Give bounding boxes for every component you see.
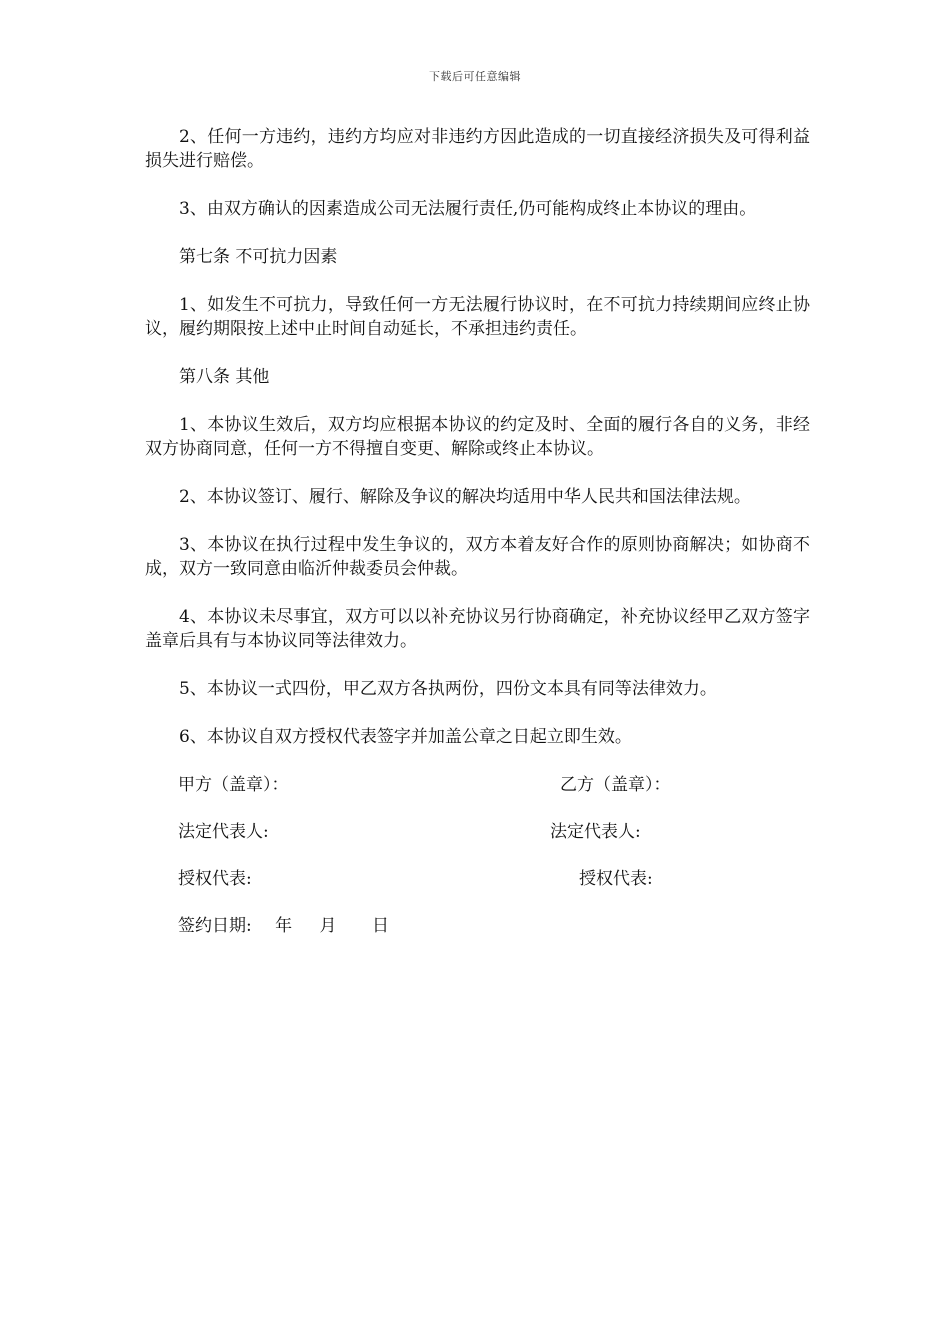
year-label: 年 bbox=[275, 916, 293, 936]
clause-paragraph: 5、本协议一式四份，甲乙双方各执两份，四份文本具有同等法律效力。 bbox=[179, 679, 717, 699]
clause-paragraph: 2、任何一方违约，违约方均应对非违约方因此造成的一切直接经济损失及可得利益损失进行赔偿。 bbox=[145, 127, 810, 171]
article-7-heading: 第七条 不可抗力因素 bbox=[179, 247, 338, 267]
party-a-legal-rep-label: 法定代表人: bbox=[178, 822, 269, 842]
article-8-heading: 第八条 其他 bbox=[179, 367, 270, 387]
signature-row-seal bbox=[145, 773, 810, 797]
signature-row-auth-rep bbox=[145, 867, 810, 891]
party-b-auth-rep-label: 授权代表: bbox=[579, 869, 653, 889]
party-a-auth-rep-label: 授权代表: bbox=[178, 869, 252, 889]
signature-row-date bbox=[145, 914, 810, 938]
signing-date bbox=[178, 914, 389, 938]
signing-date-label: 签约日期: bbox=[178, 916, 252, 936]
day-label: 日 bbox=[371, 916, 389, 936]
page-header: 下载后可任意编辑 bbox=[429, 70, 521, 83]
clause-paragraph: 6、本协议自双方授权代表签字并加盖公章之日起立即生效。 bbox=[179, 727, 632, 747]
clause-paragraph: 4、本协议未尽事宜，双方可以以补充协议另行协商确定，补充协议经甲乙双方签字盖章后具有与本协议同等法律效力。 bbox=[145, 607, 810, 651]
party-a-seal-label: 甲方（盖章）： bbox=[178, 775, 289, 795]
signature-row-legal-rep bbox=[145, 820, 810, 844]
clause-paragraph: 3、由双方确认的因素造成公司无法履行责任,仍可能构成终止本协议的理由。 bbox=[179, 199, 757, 219]
clause-paragraph: 1、本协议生效后，双方均应根据本协议的约定及时、全面的履行各自的义务，非经双方协商同意，任何一方不得擅自变更、解除或终止本协议。 bbox=[145, 415, 810, 459]
document-body bbox=[145, 125, 810, 961]
party-b-seal-label: 乙方（盖章）： bbox=[560, 775, 671, 795]
clause-paragraph: 2、本协议签订、履行、解除及争议的解决均适用中华人民共和国法律法规。 bbox=[179, 487, 751, 507]
month-label: 月 bbox=[319, 916, 337, 936]
clause-paragraph: 3、本协议在执行过程中发生争议的，双方本着友好合作的原则协商解决；如协商不成，双方一致同意由临沂仲裁委员会仲裁。 bbox=[145, 535, 810, 579]
clause-paragraph: 1、如发生不可抗力，导致任何一方无法履行协议时，在不可抗力持续期间应终止协议，履约期限按上述中止时间自动延长，不承担违约责任。 bbox=[145, 295, 810, 339]
party-b-legal-rep-label: 法定代表人: bbox=[550, 822, 641, 842]
